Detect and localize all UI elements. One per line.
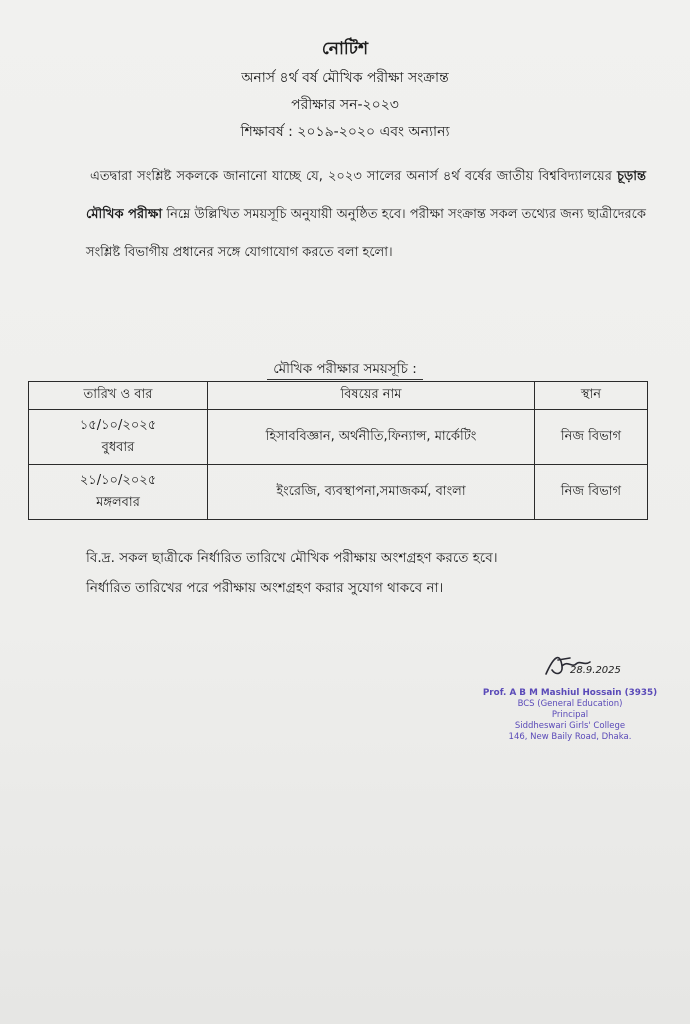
- notice-title: নোটিশ: [321, 39, 369, 59]
- schedule-title: মৌখিক পরীক্ষার সময়সূচি :: [0, 358, 690, 381]
- academic-session: শিক্ষাবর্ষ : ২০১৯-২০২০ এবং অন্যান্য: [240, 124, 450, 140]
- col-header-subject: বিষয়ের নাম: [208, 382, 535, 410]
- footnote-line-2: নির্ধারিত তারিখের পরে পরীক্ষায় অংশগ্রহণ করার সুযোগ থাকবে না।: [86, 580, 444, 596]
- notice-subject: অনার্স ৪র্থ বর্ষ মৌখিক পরীক্ষা সংক্রান্ত: [241, 70, 449, 86]
- stamp-cadre: BCS (General Education): [517, 699, 623, 709]
- row-day: বুধবার: [101, 440, 135, 455]
- row-day: মঙ্গলবার: [96, 495, 140, 510]
- row-date: ১৫/১০/২০২৫: [79, 418, 157, 433]
- row-date: ২১/১০/২০২৫: [79, 473, 157, 488]
- stamp-address: 146, New Baily Road, Dhaka.: [508, 732, 632, 742]
- footnote: [86, 543, 666, 603]
- stamp-designation: Principal: [551, 710, 589, 720]
- schedule-table: [28, 381, 648, 520]
- body-text-1: এতদ্বারা সংশ্লিষ্ট সকলকে জানানো যাচ্ছে যে, ২০২৩ সালের অনার্স ৪র্থ বর্ষের জাতীয় বিশ্ববিদ্যালয়ের: [90, 169, 617, 184]
- col-header-place: স্থান: [535, 382, 648, 410]
- subject-cell: ইংরেজি, ব্যবস্থাপনা,সমাজকর্ম, বাংলা: [208, 465, 535, 520]
- body-text-bold: চূড়ান্ত মৌখিক পরীক্ষা: [86, 169, 646, 222]
- date-cell: [29, 465, 208, 520]
- table-row: [29, 465, 648, 520]
- place-cell: নিজ বিভাগ: [535, 410, 648, 465]
- footnote-line-1: বি.দ্র. সকল ছাত্রীকে নির্ধারিত তারিখে মৌখিক পরীক্ষায় অংশগ্রহণ করতে হবে।: [86, 550, 498, 566]
- col-header-date: তারিখ ও বার: [29, 382, 208, 410]
- table-header-row: [29, 382, 648, 410]
- notice-body: [86, 158, 646, 272]
- stamp-college: Siddheswari Girls' College: [514, 721, 626, 731]
- place-cell: নিজ বিভাগ: [535, 465, 648, 520]
- subject-cell: হিসাববিজ্ঞান, অর্থনীতি,ফিন্যান্স, মার্কেটিং: [208, 410, 535, 465]
- table-row: [29, 410, 648, 465]
- body-text-2: নিম্নে উল্লিখিত সময়সূচি অনুযায়ী অনুষ্ঠিত হবে। পরীক্ষা সংক্রান্ত সকল তথ্যের জন্য ছাত্রীদেরকে সংশ্লিষ্ট বিভাগীয় প্রধানের সঙ্গে যোগাযোগ করতে বলা হলো।: [86, 207, 646, 260]
- principal-stamp: [470, 688, 670, 743]
- exam-year: পরীক্ষার সন-২০২৩: [291, 97, 399, 113]
- date-cell: [29, 410, 208, 465]
- signature-date: 28.9.2025: [570, 665, 621, 676]
- stamp-name: Prof. A B M Mashiul Hossain (3935): [482, 688, 658, 698]
